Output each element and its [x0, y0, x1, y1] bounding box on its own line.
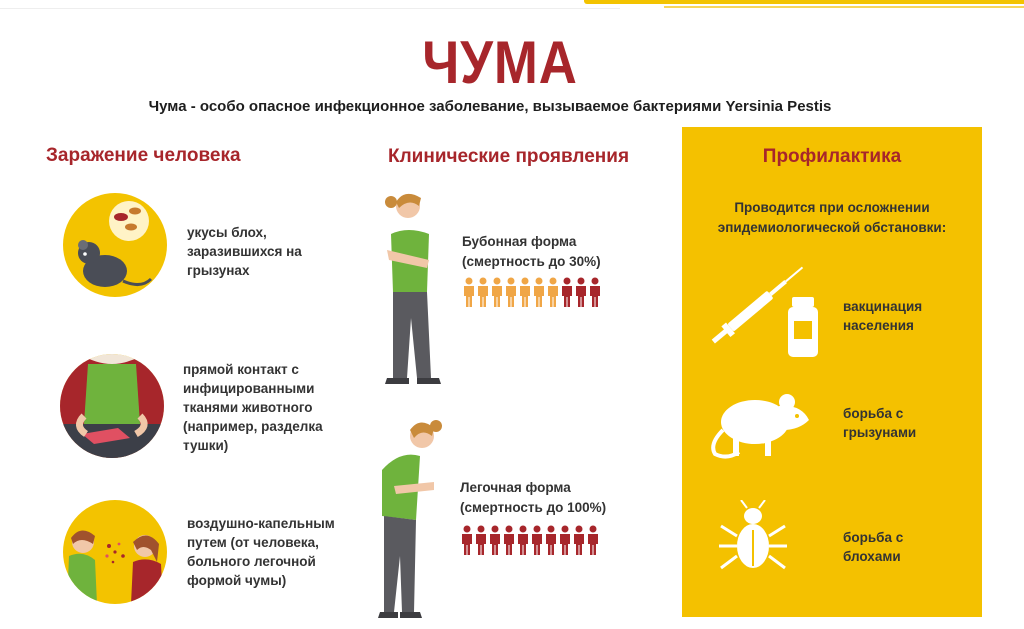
survivor-figure [548, 278, 558, 308]
fatal-figure [574, 526, 584, 556]
fatal-figure [590, 278, 600, 308]
woman-hugging-icon [377, 188, 457, 393]
flea-icon [717, 500, 789, 585]
top-stripe-secondary [664, 6, 1024, 8]
fatal-figure [490, 526, 500, 556]
page-subtitle: Чума - особо опасное инфекционное заболевание, вызываемое бактериями Yersinia Pestis [148, 98, 832, 115]
prevention-heading: Профилактика [762, 146, 902, 167]
fatal-figure [576, 278, 586, 308]
bubonic-form-label [462, 232, 632, 272]
top-stripe [584, 0, 1024, 4]
fatal-figure [588, 526, 598, 556]
fatal-figure [504, 526, 514, 556]
prevention-item-rodents: борьба с грызунами [843, 406, 917, 440]
fatal-figure [532, 526, 542, 556]
fatal-figure [518, 526, 528, 556]
pneumonic-form-name: Легочная форма [460, 480, 571, 495]
people-cough-icon [63, 500, 167, 604]
prevention-item-fleas: борьба с блохами [843, 530, 904, 564]
bubonic-form-name: Бубонная форма [462, 234, 577, 249]
rat-icon [709, 386, 813, 473]
butcher-icon [60, 354, 164, 458]
survivor-figure [506, 278, 516, 308]
bubonic-form-mortality: (смертность до 30%) [462, 254, 601, 269]
prevention-intro: Проводится при осложнении эпидемиологической обстановки: [717, 200, 947, 235]
page-title: ЧУМА [422, 29, 578, 96]
bubonic-mortality-pictogram [463, 277, 607, 314]
top-line [0, 8, 620, 9]
infection-item-airborne: воздушно-капельным путем (от человека, больного легочной формой чумы) [187, 516, 335, 588]
pneumonic-form-label [460, 478, 640, 518]
fatal-figure [562, 278, 572, 308]
survivor-figure [520, 278, 530, 308]
prevention-item-vaccination: вакцинация населения [843, 299, 923, 333]
survivor-figure [464, 278, 474, 308]
infection-item-fleas: укусы блох, заразившихся на грызунах [187, 225, 302, 278]
fatal-figure [560, 526, 570, 556]
rat-flea-icon [63, 193, 167, 297]
survivor-figure [492, 278, 502, 308]
syringe-vial-icon [708, 253, 824, 366]
fatal-figure [546, 526, 556, 556]
clinical-heading: Клинические проявления [388, 146, 630, 167]
infection-item-contact: прямой контакт с инфицированными тканями животного (например, разделка тушки) [183, 362, 323, 453]
infection-heading: Заражение человека [46, 145, 241, 166]
woman-coughing-icon [374, 416, 454, 627]
survivor-figure [534, 278, 544, 308]
pneumonic-form-mortality: (смертность до 100%) [460, 500, 607, 515]
survivor-figure [478, 278, 488, 308]
fatal-figure [462, 526, 472, 556]
pneumonic-mortality-pictogram [461, 525, 605, 562]
fatal-figure [476, 526, 486, 556]
